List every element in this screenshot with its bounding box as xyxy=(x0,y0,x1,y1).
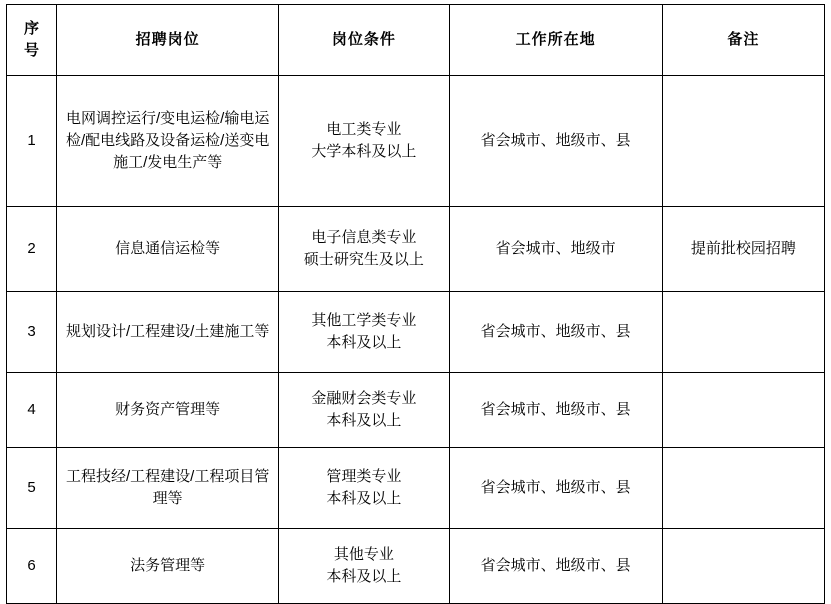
cell-no: 4 xyxy=(7,373,57,448)
cell-no: 1 xyxy=(7,76,57,207)
table-row xyxy=(7,373,825,448)
cell-no: 2 xyxy=(7,207,57,292)
column-header-remark: 备注 xyxy=(662,5,824,76)
column-header-no-char2: 号 xyxy=(24,42,40,59)
cell-location: 省会城市、地级市、县 xyxy=(449,76,662,207)
cell-no: 3 xyxy=(7,292,57,373)
cell-condition-line2: 硕士研究生及以上 xyxy=(303,251,424,268)
cell-condition-line1: 电子信息类专业 xyxy=(311,229,417,247)
cell-condition xyxy=(279,292,449,373)
column-header-post: 招聘岗位 xyxy=(57,5,279,76)
cell-condition-line1: 管理类专业 xyxy=(326,468,402,486)
cell-remark xyxy=(662,448,824,529)
cell-remark xyxy=(662,76,824,207)
table-header xyxy=(7,5,825,76)
column-header-location: 工作所在地 xyxy=(449,5,662,76)
column-header-no xyxy=(7,5,57,76)
column-header-no-char1: 序 xyxy=(24,20,40,38)
cell-remark xyxy=(662,529,824,604)
cell-location: 省会城市、地级市 xyxy=(449,207,662,292)
cell-condition-line2: 本科及以上 xyxy=(326,412,402,429)
cell-location: 省会城市、地级市、县 xyxy=(449,448,662,529)
cell-post: 工程技经/工程建设/工程项目管理等 xyxy=(57,448,279,529)
cell-condition-line1: 金融财会类专业 xyxy=(311,390,417,408)
cell-location: 省会城市、地级市、县 xyxy=(449,373,662,448)
cell-condition xyxy=(279,448,449,529)
table-header-row xyxy=(7,5,825,76)
cell-post: 信息通信运检等 xyxy=(57,207,279,292)
cell-condition-line2: 本科及以上 xyxy=(326,490,402,507)
cell-post: 法务管理等 xyxy=(57,529,279,604)
table-body xyxy=(7,76,825,604)
recruitment-positions-table xyxy=(6,4,825,604)
cell-no: 5 xyxy=(7,448,57,529)
table-row xyxy=(7,207,825,292)
cell-condition-line2: 本科及以上 xyxy=(326,568,402,585)
table-row xyxy=(7,448,825,529)
cell-condition xyxy=(279,529,449,604)
cell-condition xyxy=(279,207,449,292)
cell-remark xyxy=(662,292,824,373)
cell-condition-line1: 其他专业 xyxy=(333,546,394,564)
cell-condition-line2: 本科及以上 xyxy=(326,334,402,351)
cell-condition-line2: 大学本科及以上 xyxy=(311,143,417,160)
cell-no: 6 xyxy=(7,529,57,604)
cell-location: 省会城市、地级市、县 xyxy=(449,292,662,373)
cell-condition-line1: 电工类专业 xyxy=(326,121,402,139)
cell-condition xyxy=(279,76,449,207)
cell-remark xyxy=(662,373,824,448)
table-row xyxy=(7,529,825,604)
cell-remark: 提前批校园招聘 xyxy=(662,207,824,292)
cell-condition xyxy=(279,373,449,448)
cell-post: 财务资产管理等 xyxy=(57,373,279,448)
cell-post: 规划设计/工程建设/土建施工等 xyxy=(57,292,279,373)
table-row xyxy=(7,292,825,373)
table-row xyxy=(7,76,825,207)
column-header-condition: 岗位条件 xyxy=(279,5,449,76)
cell-location: 省会城市、地级市、县 xyxy=(449,529,662,604)
cell-post: 电网调控运行/变电运检/输电运检/配电线路及设备运检/送变电施工/发电生产等 xyxy=(57,76,279,207)
cell-condition-line1: 其他工学类专业 xyxy=(311,312,417,330)
